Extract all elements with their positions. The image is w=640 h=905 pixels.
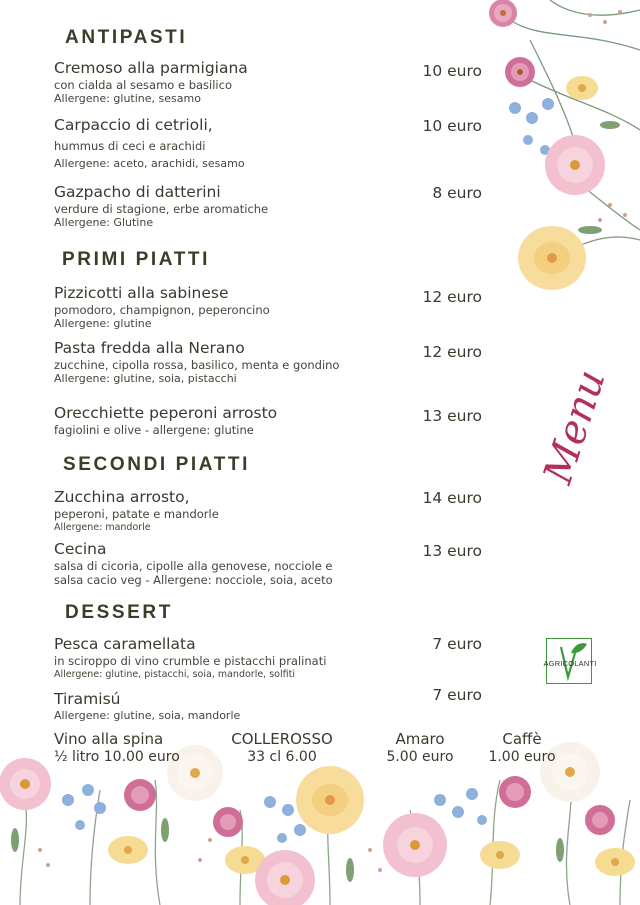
drink-price: 1.00 euro <box>488 749 556 765</box>
drink-price: 33 cl 6.00 <box>247 749 317 765</box>
dish-name: Orecchiette peperoni arrosto <box>54 404 278 422</box>
dish-description: verdure di stagione, erbe aromatiche <box>54 202 269 216</box>
dish-price: 7 euro <box>432 686 482 704</box>
floral-decoration-top-right-icon <box>470 0 640 300</box>
dish-gazpacho <box>54 183 494 230</box>
dish-name: Zucchina arrosto, <box>54 488 190 506</box>
drink-price: 5.00 euro <box>386 749 454 765</box>
logo-text: AGRICOLANTI <box>543 659 597 668</box>
dish-name: Pizzicotti alla sabinese <box>54 284 229 302</box>
drink-name: Vino alla spina <box>54 730 164 748</box>
drink-name: COLLEROSSO <box>231 730 333 748</box>
section-title-dessert: DESSERT <box>65 602 173 623</box>
dish-name: Cecina <box>54 540 107 558</box>
dish-description: con cialda al sesamo e basilico <box>54 78 232 92</box>
dish-price: 13 euro <box>422 542 482 560</box>
dish-price: 14 euro <box>422 489 482 507</box>
section-title-secondi: SECONDI PIATTI <box>63 454 250 475</box>
drink-name: Amaro <box>395 730 445 748</box>
dish-price: 10 euro <box>422 62 482 80</box>
dish-name: Carpaccio di cetrioli, <box>54 116 213 134</box>
dish-description: peperoni, patate e mandorle <box>54 507 219 521</box>
drink-amaro <box>380 730 460 766</box>
dish-allergens: Allergene: aceto, arachidi, sesamo <box>54 157 245 170</box>
drink-vino <box>54 730 180 766</box>
drink-caffe <box>486 730 558 766</box>
dish-allergens: Allergene: glutine, soia, pistacchi <box>54 372 237 385</box>
drink-name: Caffè <box>502 730 542 748</box>
agricolanti-logo <box>543 638 597 684</box>
dish-description: zucchine, cipolla rossa, basilico, menta e gondino <box>54 358 340 372</box>
dish-name: Cremoso alla parmigiana <box>54 59 248 77</box>
dish-allergens: Allergene: glutine, soia, mandorle <box>54 709 241 722</box>
dish-description: in sciroppo di vino crumble e pistacchi pralinati <box>54 654 327 668</box>
dish-name: Pasta fredda alla Nerano <box>54 339 245 357</box>
drink-collerosso <box>222 730 342 766</box>
dish-tiramisu <box>54 690 494 723</box>
dish-price: 8 euro <box>432 184 482 202</box>
drinks-row <box>0 730 640 770</box>
dish-name: Tiramisú <box>54 690 121 708</box>
dish-description: pomodoro, champignon, peperoncino <box>54 303 270 317</box>
dish-price: 12 euro <box>422 343 482 361</box>
dish-price: 10 euro <box>422 117 482 135</box>
dish-price: 7 euro <box>432 635 482 653</box>
dish-price: 13 euro <box>422 407 482 425</box>
dish-description: salsa di cicoria, cipolle alla genovese, nocciole e <box>54 559 333 573</box>
dish-allergens: Allergene: glutine <box>54 317 152 330</box>
dish-description: fagiolini e olive - allergene: glutine <box>54 423 254 437</box>
dish-description: hummus di ceci e arachidi <box>54 139 206 153</box>
dish-allergens: Allergene: glutine, pistacchi, soia, mandorle, solfiti <box>54 669 295 680</box>
dish-name: Pesca caramellata <box>54 635 196 653</box>
dish-pesca <box>54 635 494 682</box>
dish-allergens: Allergene: glutine, sesamo <box>54 92 201 105</box>
dish-description-continued: salsa cacio veg - Allergene: nocciole, soia, aceto <box>54 573 333 587</box>
section-title-primi: PRIMI PIATTI <box>62 249 211 270</box>
drink-price: ½ litro 10.00 euro <box>54 749 180 765</box>
dish-allergens: Allergene: Glutine <box>54 216 154 229</box>
menu-side-title: Menu <box>535 364 615 490</box>
dish-allergens: Allergene: mandorle <box>54 522 151 533</box>
dish-name: Gazpacho di datterini <box>54 183 221 201</box>
dish-price: 12 euro <box>422 288 482 306</box>
section-title-antipasti: ANTIPASTI <box>65 27 188 48</box>
